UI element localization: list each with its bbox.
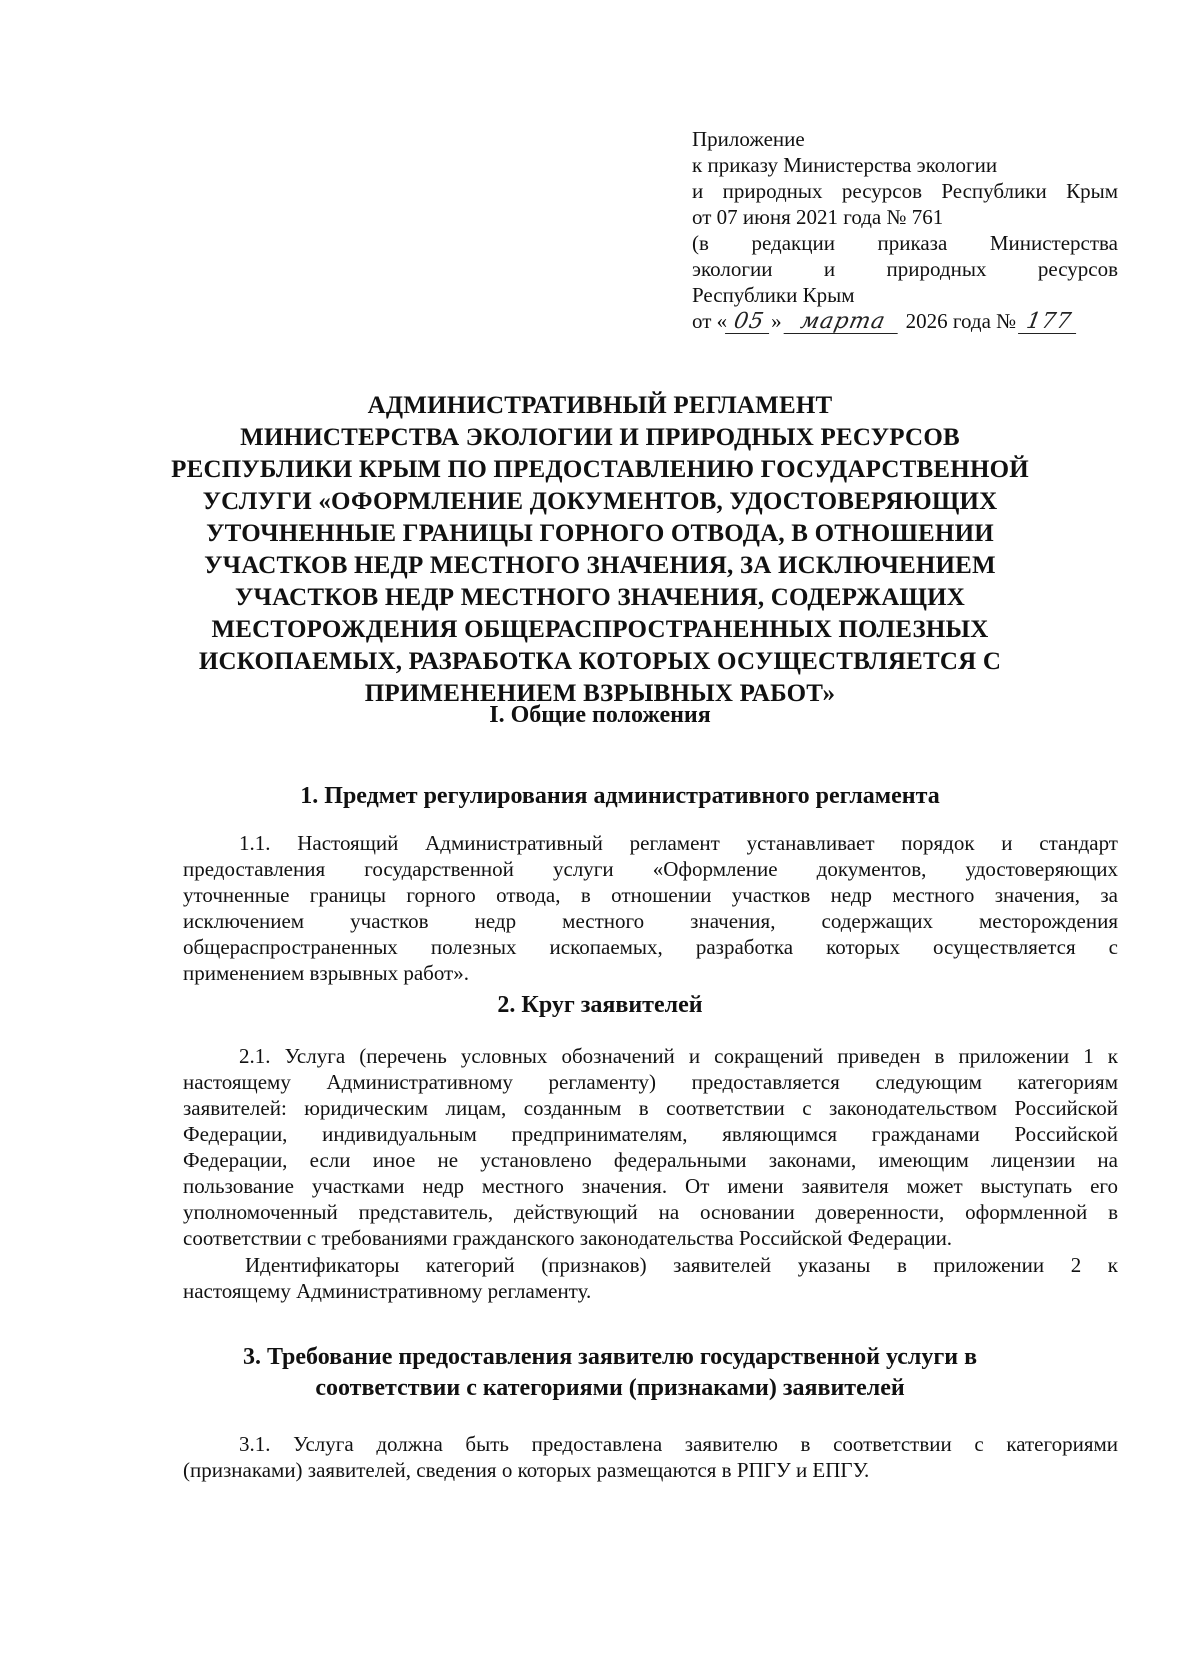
subsection-heading (150, 1342, 1070, 1404)
appendix-line: Республики Крым (692, 283, 855, 307)
appendix-line: экологии и природных ресурсов (692, 257, 1118, 281)
paragraph-line: применением взрывных работ». (183, 961, 469, 985)
appendix-line: (в редакции приказа Министерства (692, 231, 1118, 255)
paragraph-line: соответствии с требованиями гражданского законодательства Российской Федерации. (183, 1226, 953, 1250)
signature-date-line (692, 308, 1118, 334)
date-prefix: от « (692, 309, 728, 333)
subsection-heading: 2. Круг заявителей (497, 992, 703, 1018)
appendix-line: Приложение (692, 127, 805, 151)
title-line: МИНИСТЕРСТВА ЭКОЛОГИИ И ПРИРОДНЫХ РЕСУРСОВ (240, 424, 960, 451)
paragraph-3-1 (183, 1431, 1118, 1483)
title-line: УТОЧНЕННЫЕ ГРАНИЦЫ ГОРНОГО ОТВОДА, В ОТНОШЕНИИ (206, 520, 994, 547)
paragraph-line: Федерации, индивидуальным предпринимателям, являющимся гражданами Российской (183, 1122, 1118, 1146)
paragraph-line: исключением участков недр местного значения, содержащих месторождения (183, 909, 1118, 933)
handwritten-day: 05 (725, 311, 773, 334)
paragraph-2-2 (183, 1252, 1118, 1304)
appendix-line: и природных ресурсов Республики Крым (692, 179, 1118, 203)
paragraph-line: пользование участками недр местного значения. От имени заявителя может выступать его (183, 1174, 1118, 1198)
paragraph-line: предоставления государственной услуги «Оформление документов, удостоверяющих (183, 857, 1118, 881)
heading-line: соответствии с категориями (признаками) заявителей (315, 1375, 905, 1401)
title-line: УЧАСТКОВ НЕДР МЕСТНОГО ЗНАЧЕНИЯ, ЗА ИСКЛЮЧЕНИЕМ (204, 552, 996, 579)
title-line: МЕСТОРОЖДЕНИЯ ОБЩЕРАСПРОСТРАНЕННЫХ ПОЛЕЗНЫХ (211, 616, 989, 643)
paragraph-1-1 (183, 830, 1118, 986)
paragraph-line: настоящему Административному регламенту. (183, 1279, 592, 1303)
handwritten-month: марта (783, 311, 902, 334)
title-line: УСЛУГИ «ОФОРМЛЕНИЕ ДОКУМЕНТОВ, УДОСТОВЕРЯЮЩИХ (202, 488, 998, 515)
section-heading: I. Общие положения (489, 702, 711, 728)
paragraph-line: Идентификаторы категорий (признаков) заявителей указаны в приложении 2 к (245, 1253, 1118, 1277)
title-line: УЧАСТКОВ НЕДР МЕСТНОГО ЗНАЧЕНИЯ, СОДЕРЖАЩИХ (234, 584, 966, 611)
paragraph-line: Федерации, если иное не установлено федеральными законами, имеющим лицензии на (183, 1148, 1118, 1172)
appendix-line: к приказу Министерства экологии (692, 153, 998, 177)
heading-line: 3. Требование предоставления заявителю государственной услуги в (242, 1344, 978, 1370)
paragraph-line: 2.1. Услуга (перечень условных обозначений и сокращений приведен в приложении 1 к (239, 1044, 1118, 1068)
subsection-heading: 1. Предмет регулирования административного регламента (300, 783, 940, 809)
title-line: ПРИМЕНЕНИЕМ ВЗРЫВНЫХ РАБОТ» (364, 680, 836, 707)
appendix-line: от 07 июня 2021 года № 761 (692, 205, 944, 229)
paragraph-line: настоящему Административному регламенту) предоставляется следующим категориям (183, 1070, 1118, 1094)
paragraph-2-1 (183, 1043, 1118, 1251)
document-title (150, 390, 1050, 710)
title-line: ИСКОПАЕМЫХ, РАЗРАБОТКА КОТОРЫХ ОСУЩЕСТВЛЯЕТСЯ С (198, 648, 1002, 675)
handwritten-order-number: 177 (1018, 311, 1080, 334)
title-line: РЕСПУБЛИКИ КРЫМ ПО ПРЕДОСТАВЛЕНИЮ ГОСУДАРСТВЕННОЙ (171, 456, 1029, 483)
date-quote-close: » (771, 309, 782, 333)
paragraph-line: общераспространенных полезных ископаемых, разработка которых осуществляется с (183, 935, 1118, 959)
paragraph-line: 3.1. Услуга должна быть предоставлена заявителю в соответствии с категориями (239, 1432, 1118, 1456)
appendix-block (692, 126, 1118, 334)
paragraph-line: (признаками) заявителей, сведения о которых размещаются в РПГУ и ЕПГУ. (183, 1458, 870, 1482)
paragraph-line: уточненные границы горного отвода, в отношении участков недр местного значения, за (183, 883, 1118, 907)
paragraph-line: уполномоченный представитель, действующий на основании доверенности, оформленной в (183, 1200, 1118, 1224)
title-line: АДМИНИСТРАТИВНЫЙ РЕГЛАМЕНТ (367, 392, 833, 419)
date-year: 2026 года № (905, 309, 1017, 333)
paragraph-line: 1.1. Настоящий Административный регламент устанавливает порядок и стандарт (239, 831, 1118, 855)
paragraph-line: заявителей: юридическим лицам, созданным в соответствии с законодательством Российской (183, 1096, 1118, 1120)
